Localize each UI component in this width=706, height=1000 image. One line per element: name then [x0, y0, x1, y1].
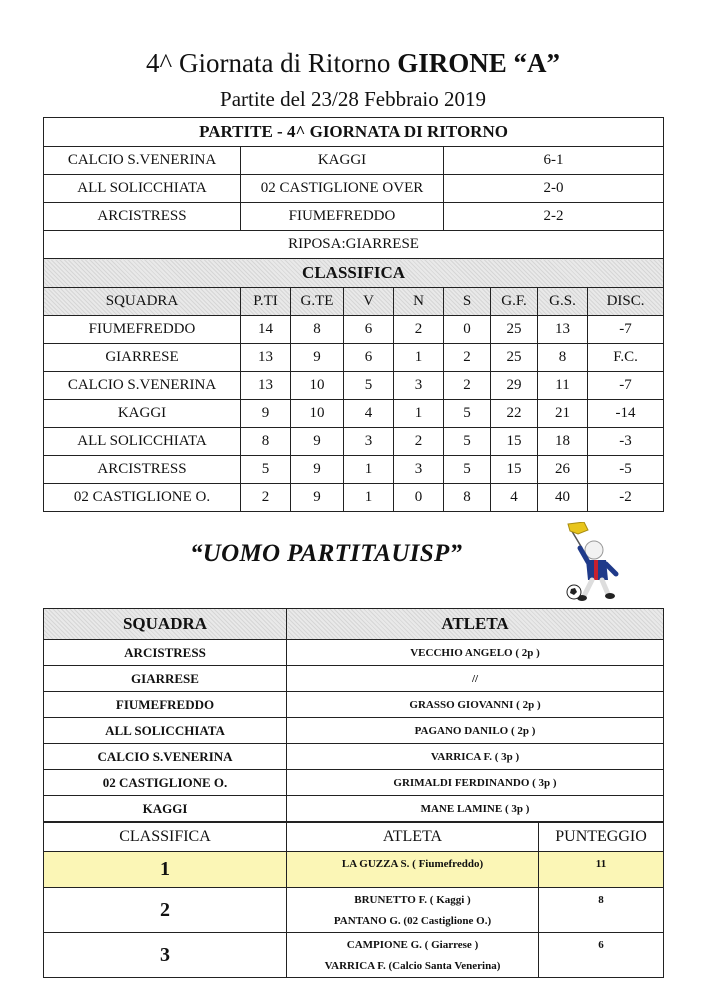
- athlete-name: CAMPIONE G. ( Giarrese ): [346, 939, 479, 951]
- cell: 02 CASTIGLIONE O.: [44, 484, 241, 512]
- standings-heading: CLASSIFICA: [44, 259, 664, 288]
- cell: 1: [394, 344, 444, 372]
- col-header-athlete: ATLETA: [287, 609, 664, 640]
- ranking-athlete-cell: [287, 888, 539, 933]
- football-player-mascot-icon: [548, 522, 660, 606]
- cell: 3: [344, 428, 394, 456]
- uomo-partita-table: [43, 608, 664, 978]
- cell: 8: [241, 428, 291, 456]
- cell: 2: [394, 428, 444, 456]
- ranking-row: [44, 888, 664, 933]
- standings-row: [44, 400, 664, 428]
- cell: 13: [241, 344, 291, 372]
- athlete-name: LA GUZZA S. ( Fiumefreddo): [341, 858, 484, 870]
- uomo-header-row: [44, 609, 664, 640]
- cell: 8: [444, 484, 491, 512]
- cell: 5: [344, 372, 394, 400]
- col-header-points: PUNTEGGIO: [539, 822, 664, 852]
- cell: 5: [444, 456, 491, 484]
- cell: 3: [394, 456, 444, 484]
- col-header: SQUADRA: [44, 288, 241, 316]
- cell: ARCISTRESS: [44, 456, 241, 484]
- cell: 5: [444, 428, 491, 456]
- team-cell: 02 CASTIGLIONE O.: [44, 770, 287, 796]
- team-cell: GIARRESE: [44, 666, 287, 692]
- uomo-row: [44, 692, 664, 718]
- athlete-name: PANTANO G. (02 Castiglione O.): [333, 915, 492, 927]
- match-away: 02 CASTIGLIONE OVER: [241, 175, 444, 203]
- rest-team: RIPOSA:GIARRESE: [44, 231, 664, 259]
- cell: 29: [491, 372, 538, 400]
- cell: 10: [291, 400, 344, 428]
- match-row: [44, 203, 664, 231]
- cell: 6: [344, 344, 394, 372]
- cell: 9: [291, 344, 344, 372]
- cell: 4: [491, 484, 538, 512]
- cell: KAGGI: [44, 400, 241, 428]
- cell: 9: [241, 400, 291, 428]
- athlete-cell: //: [287, 666, 664, 692]
- match-score: 2-0: [444, 175, 664, 203]
- ranking-row: [44, 933, 664, 978]
- cell: 18: [538, 428, 588, 456]
- cell: -14: [588, 400, 664, 428]
- uomo-row: [44, 666, 664, 692]
- cell: 22: [491, 400, 538, 428]
- page-subtitle: Partite del 23/28 Febbraio 2019: [220, 87, 486, 111]
- athlete-cell: MANE LAMINE ( 3p ): [287, 796, 664, 823]
- athlete-cell: GRASSO GIOVANNI ( 2p ): [287, 692, 664, 718]
- match-away: FIUMEFREDDO: [241, 203, 444, 231]
- cell: 5: [444, 400, 491, 428]
- standings-row: [44, 316, 664, 344]
- cell: 1: [344, 456, 394, 484]
- athlete-name: VARRICA F. (Calcio Santa Venerina): [324, 960, 501, 972]
- cell: 15: [491, 456, 538, 484]
- points-cell: 11: [539, 852, 664, 888]
- col-header: DISC.: [588, 288, 664, 316]
- match-home: ARCISTRESS: [44, 203, 241, 231]
- standings-row: [44, 484, 664, 512]
- standings-header-row: [44, 288, 664, 316]
- athlete-cell: GRIMALDI FERDINANDO ( 3p ): [287, 770, 664, 796]
- cell: -7: [588, 316, 664, 344]
- athlete-name: BRUNETTO F. ( Kaggi ): [354, 894, 471, 906]
- col-header: V: [344, 288, 394, 316]
- cell: 40: [538, 484, 588, 512]
- cell: 15: [491, 428, 538, 456]
- cell: 5: [241, 456, 291, 484]
- cell: 1: [394, 400, 444, 428]
- cell: 2: [241, 484, 291, 512]
- match-row: [44, 175, 664, 203]
- cell: 6: [344, 316, 394, 344]
- uomo-row: [44, 744, 664, 770]
- athlete-cell: PAGANO DANILO ( 2p ): [287, 718, 664, 744]
- match-score: 6-1: [444, 147, 664, 175]
- points-cell: 6: [539, 933, 664, 978]
- cell: 13: [538, 316, 588, 344]
- match-away: KAGGI: [241, 147, 444, 175]
- standings-row: [44, 372, 664, 400]
- cell: 8: [291, 316, 344, 344]
- cell: 0: [444, 316, 491, 344]
- cell: 14: [241, 316, 291, 344]
- uomo-row: [44, 718, 664, 744]
- rank-cell: 2: [44, 888, 287, 933]
- cell: -3: [588, 428, 664, 456]
- cell: FIUMEFREDDO: [44, 316, 241, 344]
- points-cell: 8: [539, 888, 664, 933]
- standings-row: [44, 456, 664, 484]
- cell: -7: [588, 372, 664, 400]
- team-cell: ARCISTRESS: [44, 640, 287, 666]
- cell: -2: [588, 484, 664, 512]
- cell: GIARRESE: [44, 344, 241, 372]
- rank-cell: 1: [44, 852, 287, 888]
- cell: 26: [538, 456, 588, 484]
- ranking-header-row: [44, 822, 664, 852]
- col-header: S: [444, 288, 491, 316]
- athlete-cell: VECCHIO ANGELO ( 2p ): [287, 640, 664, 666]
- uomo-row: [44, 770, 664, 796]
- col-header: N: [394, 288, 444, 316]
- cell: 2: [444, 372, 491, 400]
- ranking-athlete-cell: [287, 852, 539, 888]
- cell: 10: [291, 372, 344, 400]
- cell: 25: [491, 344, 538, 372]
- cell: CALCIO S.VENERINA: [44, 372, 241, 400]
- page-title: [0, 48, 706, 78]
- col-header: P.TI: [241, 288, 291, 316]
- cell: 25: [491, 316, 538, 344]
- cell: 4: [344, 400, 394, 428]
- cell: 9: [291, 456, 344, 484]
- standings-row: [44, 344, 664, 372]
- col-header-ranking-athlete: ATLETA: [287, 822, 539, 852]
- cell: 9: [291, 484, 344, 512]
- cell: ALL SOLICCHIATA: [44, 428, 241, 456]
- cell: 1: [344, 484, 394, 512]
- cell: 2: [394, 316, 444, 344]
- athlete-cell: VARRICA F. ( 3p ): [287, 744, 664, 770]
- team-cell: ALL SOLICCHIATA: [44, 718, 287, 744]
- ranking-athlete-cell: [287, 933, 539, 978]
- match-home: ALL SOLICCHIATA: [44, 175, 241, 203]
- cell: 8: [538, 344, 588, 372]
- team-cell: FIUMEFREDDO: [44, 692, 287, 718]
- matches-and-standings-table: [43, 117, 664, 512]
- col-header: G.F.: [491, 288, 538, 316]
- uomo-row: [44, 640, 664, 666]
- col-header-team: SQUADRA: [44, 609, 287, 640]
- match-row: [44, 147, 664, 175]
- cell: -5: [588, 456, 664, 484]
- cell: 3: [394, 372, 444, 400]
- title-main: 4^ Giornata di Ritorno: [146, 48, 398, 78]
- cell: 9: [291, 428, 344, 456]
- col-header-rank: CLASSIFICA: [44, 822, 287, 852]
- matches-heading: PARTITE - 4^ GIORNATA DI RITORNO: [44, 118, 664, 147]
- match-home: CALCIO S.VENERINA: [44, 147, 241, 175]
- ranking-row: [44, 852, 664, 888]
- standings-row: [44, 428, 664, 456]
- team-cell: CALCIO S.VENERINA: [44, 744, 287, 770]
- col-header: G.S.: [538, 288, 588, 316]
- cell: 11: [538, 372, 588, 400]
- cell: 21: [538, 400, 588, 428]
- col-header: G.TE: [291, 288, 344, 316]
- cell: 2: [444, 344, 491, 372]
- uomo-partita-heading: “UOMO PARTITAUISP”: [190, 540, 463, 567]
- rank-cell: 3: [44, 933, 287, 978]
- uomo-row: [44, 796, 664, 823]
- team-cell: KAGGI: [44, 796, 287, 823]
- title-group: GIRONE “A”: [397, 48, 560, 78]
- cell: 0: [394, 484, 444, 512]
- cell: F.C.: [588, 344, 664, 372]
- cell: 13: [241, 372, 291, 400]
- match-score: 2-2: [444, 203, 664, 231]
